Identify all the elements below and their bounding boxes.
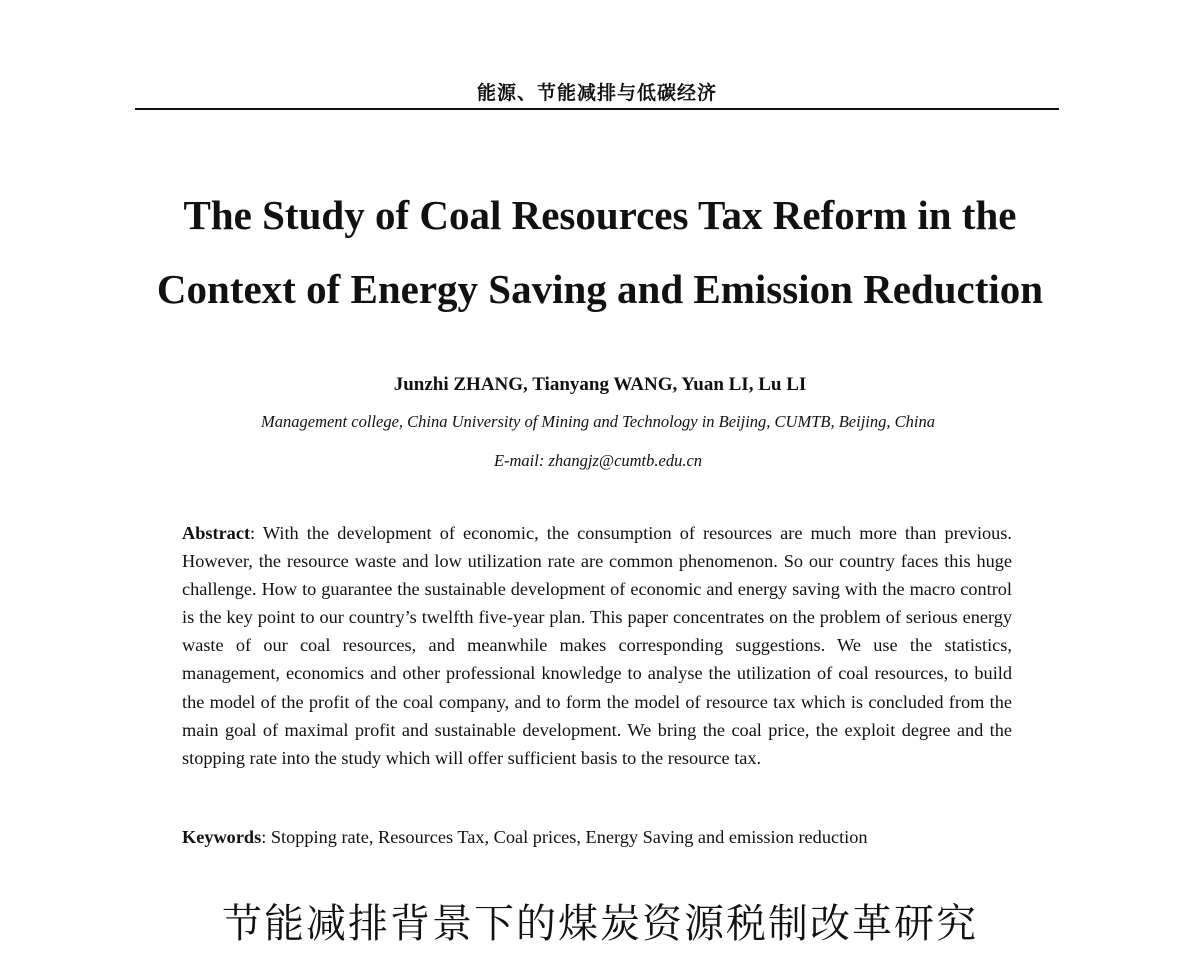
email: E-mail: zhangjz@cumtb.edu.cn — [493, 451, 703, 470]
abstract-label: Abstract — [182, 523, 251, 543]
paper-title-line-2: Context of Energy Saving and Emission Reduction — [156, 266, 1044, 312]
keywords-label: Keywords — [182, 827, 262, 847]
authors: Junzhi ZHANG, Tianyang WANG, Yuan LI, Lu LI — [393, 374, 807, 395]
paper-title-line-1: The Study of Coal Resources Tax Reform in the — [183, 192, 1017, 238]
keywords — [182, 823, 1012, 851]
paper-title — [60, 178, 1140, 326]
abstract-text: : With the development of economic, the consumption of resources are much more than previous. However, the resource waste and low utilization rate are common phenomenon. So our country faces this huge challenge. How to guarantee the sustainable development of economic and energy saving with the macro control is the key point to our country’s twelfth five-year plan. This paper concentrates on the problem of serious energy waste of our coal resources, and meanwhile makes corresponding suggestions. We use the statistics, management, economics and other professional knowledge to analyse the utilization of coal resources, to build the model of the profit of the coal company, and to form the model of resource tax which is concluded from the main goal of maximal profit and sustainable development. We bring the coal price, the exploit degree and the stopping rate into the study which will offer sufficient basis to the resource tax. — [182, 523, 1012, 768]
affiliation: Management college, China University of Mining and Technology in Beijing, CUMTB, Beijing, China — [261, 412, 935, 431]
chinese-title: 节能减排背景下的煤炭资源税制改革研究 — [222, 901, 978, 947]
abstract — [182, 519, 1012, 772]
running-header: 能源、节能减排与低碳经济 — [476, 82, 717, 104]
header-rule — [135, 108, 1059, 110]
keywords-text: : Stopping rate, Resources Tax, Coal prices, Energy Saving and emission reduction — [261, 827, 868, 847]
